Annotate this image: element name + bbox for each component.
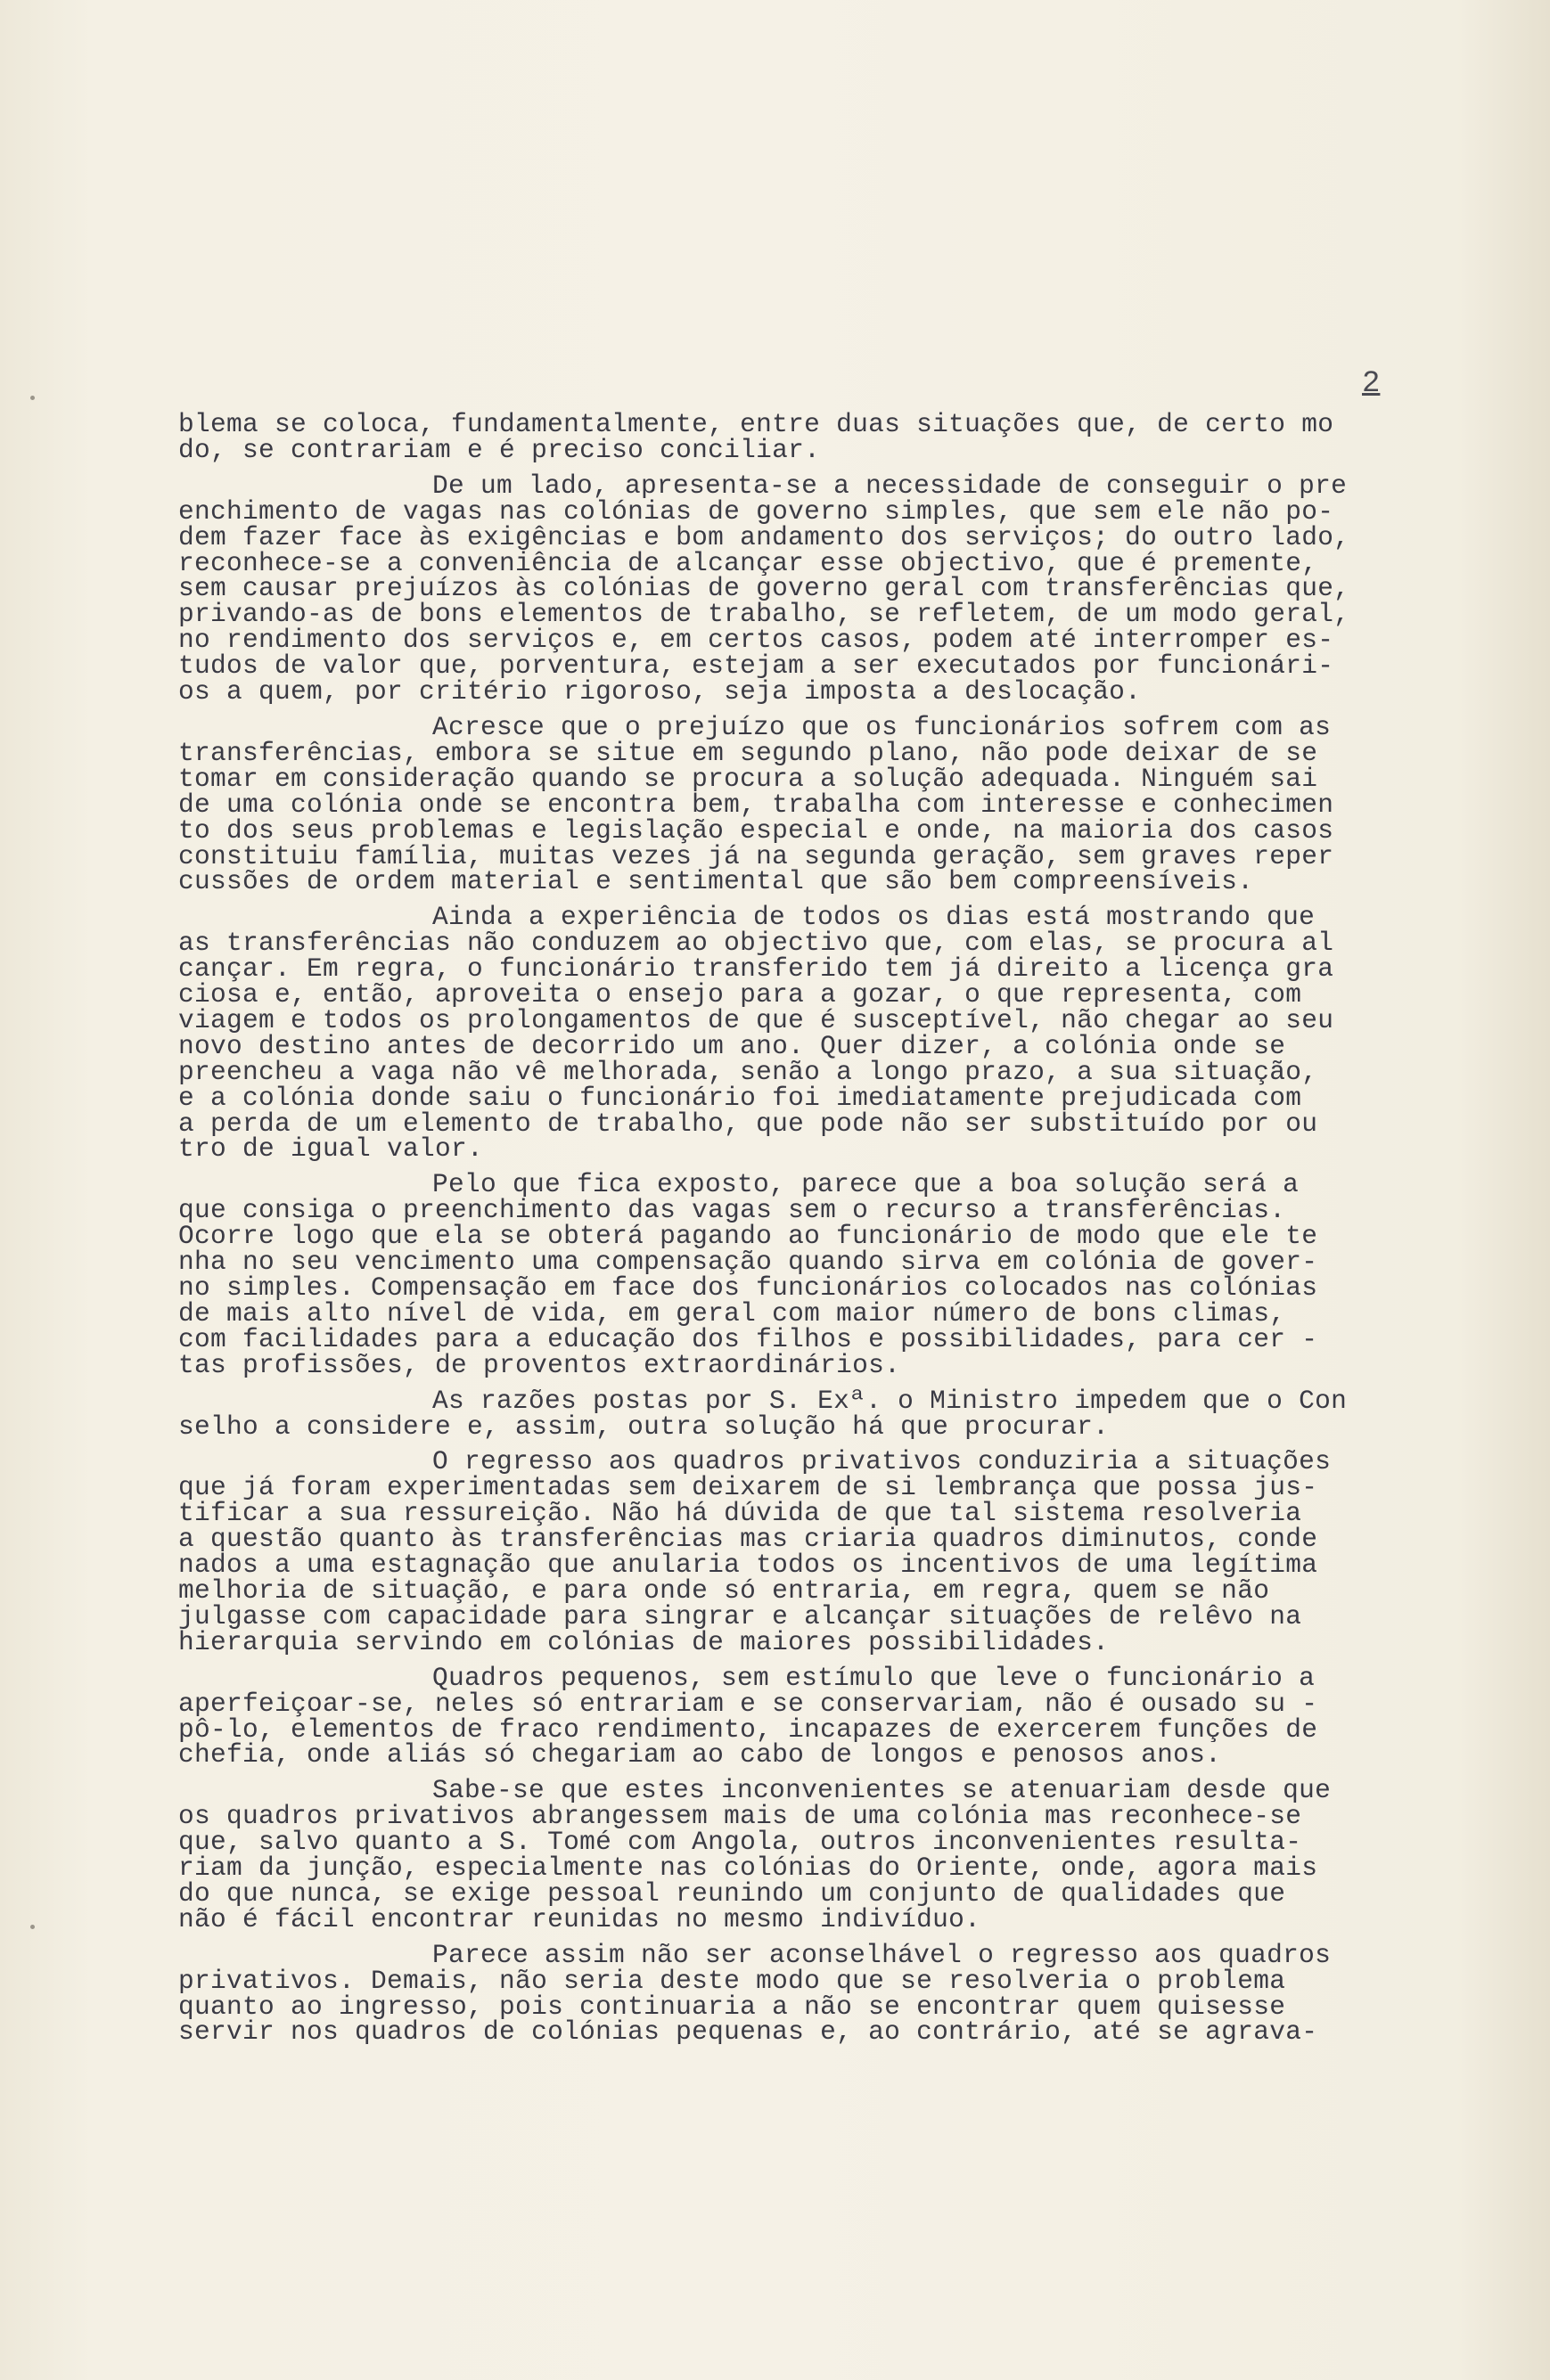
text-line: viagem e todos os prolongamentos de que é susceptível, não chegar ao seu xyxy=(178,1007,1334,1034)
text-line: com facilidades para a educação dos filhos e possibilidades, para cer - xyxy=(178,1326,1318,1353)
text-line: constituiu família, muitas vezes já na segunda geração, sem graves reper xyxy=(178,843,1334,870)
text-line: julgasse com capacidade para singrar e alcançar situações de relêvo na xyxy=(178,1603,1302,1630)
text-line: tudos de valor que, porventura, estejam a ser executados por funcionári- xyxy=(178,653,1334,680)
text-line: sem causar prejuízos às colónias de governo geral com transferências que, xyxy=(178,576,1350,602)
paragraph xyxy=(178,412,1453,463)
text-line: As razões postas por S. Exª. o Ministro impedem que o Con xyxy=(432,1387,1348,1414)
text-line: hierarquia servindo em colónias de maiores possibilidades. xyxy=(178,1629,1110,1656)
text-line: preencheu a vaga não vê melhorada, senão a longo prazo, a sua situação, xyxy=(178,1059,1318,1085)
text-line: riam da junção, especialmente nas colónias do Oriente, onde, agora mais xyxy=(178,1855,1318,1881)
punch-mark xyxy=(30,1925,35,1929)
text-line: tro de igual valor. xyxy=(178,1136,484,1163)
text-line: melhoria de situação, e para onde só entraria, em regra, quem se não xyxy=(178,1577,1270,1604)
paragraph xyxy=(178,473,1453,705)
paragraph xyxy=(178,1778,1453,1932)
text-line: não é fácil encontrar reunidas no mesmo indivíduo. xyxy=(178,1906,981,1933)
text-line: quanto ao ingresso, pois continuaria a não se encontrar quem quisesse xyxy=(178,1993,1286,2020)
text-line: pô-lo, elementos de fraco rendimento, incapazes de exercerem funções de xyxy=(178,1716,1318,1743)
punch-mark xyxy=(30,396,35,400)
text-line: Pelo que fica exposto, parece que a boa solução será a xyxy=(432,1172,1300,1198)
paragraph xyxy=(178,715,1453,895)
text-line: que consiga o preenchimento das vagas sem o recurso a transferências. xyxy=(178,1198,1286,1224)
text-line: transferências, embora se situe em segundo plano, não pode deixar de se xyxy=(178,740,1318,766)
text-line: Parece assim não ser aconselhável o regresso aos quadros xyxy=(432,1942,1332,1968)
text-line: que, salvo quanto a S. Tomé com Angola, outros inconvenientes resulta- xyxy=(178,1829,1302,1856)
paragraph xyxy=(178,1388,1453,1440)
text-line: cussões de ordem material e sentimental que são bem compreensíveis. xyxy=(178,869,1254,896)
text-line: tomar em consideração quando se procura a solução adequada. Ninguém sai xyxy=(178,765,1318,792)
text-line: ciosa e, então, aproveita o ensejo para a gozar, o que representa, com xyxy=(178,982,1302,1008)
text-line: chefia, onde aliás só chegariam ao cabo de longos e penosos anos. xyxy=(178,1742,1222,1769)
text-line: blema se coloca, fundamentalmente, entre duas situações que, de certo mo xyxy=(178,412,1334,438)
text-line: do, se contrariam e é preciso conciliar. xyxy=(178,437,821,463)
text-line: privando-as de bons elementos de trabalho, se refletem, de um modo geral, xyxy=(178,601,1350,628)
text-line: tas profissões, de proventos extraordinários. xyxy=(178,1352,901,1378)
text-line: no rendimento dos serviços e, em certos casos, podem até interromper es- xyxy=(178,627,1334,654)
text-line: de uma colónia onde se encontra bem, trabalha com interesse e conhecimen xyxy=(178,791,1334,818)
paragraph xyxy=(178,1665,1453,1769)
text-line: privativos. Demais, não seria deste modo que se resolveria o problema xyxy=(178,1967,1286,1994)
text-line: as transferências não conduzem ao objectivo que, com elas, se procura al xyxy=(178,930,1334,957)
text-line: dem fazer face às exigências e bom andamento dos serviços; do outro lado, xyxy=(178,524,1350,551)
text-line: tificar a sua ressureição. Não há dúvida de que tal sistema resolveria xyxy=(178,1501,1302,1527)
text-line: a questão quanto às transferências mas criaria quadros diminutos, conde xyxy=(178,1526,1318,1553)
text-line: no simples. Compensação em face dos funcionários colocados nas colónias xyxy=(178,1275,1318,1301)
page-number: 2 xyxy=(1362,367,1381,401)
text-line: Sabe-se que estes inconvenientes se atenuariam desde que xyxy=(432,1778,1332,1804)
text-line: nados a uma estagnação que anularia todos os incentivos de uma legítima xyxy=(178,1552,1318,1578)
text-line: de mais alto nível de vida, em geral com maior número de bons climas, xyxy=(178,1300,1286,1327)
paragraph xyxy=(178,1449,1453,1655)
text-line: novo destino antes de decorrido um ano. Quer dizer, a colónia onde se xyxy=(178,1033,1286,1059)
document-body xyxy=(178,412,1453,2055)
paragraph xyxy=(178,1942,1453,2046)
text-line: servir nos quadros de colónias pequenas e, ao contrário, até se agrava- xyxy=(178,2019,1318,2046)
text-line: to dos seus problemas e legislação especial e onde, na maioria dos casos xyxy=(178,817,1334,844)
text-line: aperfeiçoar-se, neles só entrariam e se conservariam, não é ousado su - xyxy=(178,1690,1318,1717)
text-line: selho a considere e, assim, outra solução há que procurar. xyxy=(178,1413,1110,1440)
text-line: que já foram experimentadas sem deixarem de si lembrança que possa jus- xyxy=(178,1475,1318,1501)
text-line: enchimento de vagas nas colónias de governo simples, que sem ele não po- xyxy=(178,498,1334,525)
text-line: Ocorre logo que ela se obterá pagando ao funcionário de modo que ele te xyxy=(178,1223,1318,1250)
text-line: nha no seu vencimento uma compensação quando sirva em colónia de gover- xyxy=(178,1249,1318,1275)
text-line: os a quem, por critério rigoroso, seja imposta a deslocação. xyxy=(178,679,1142,705)
text-line: Ainda a experiência de todos os dias está mostrando que xyxy=(432,904,1316,931)
paragraph xyxy=(178,1172,1453,1378)
text-line: cançar. Em regra, o funcionário transferido tem já direito a licença gra xyxy=(178,956,1334,983)
text-line: Quadros pequenos, sem estímulo que leve o funcionário a xyxy=(432,1664,1316,1691)
text-line: reconhece-se a conveniência de alcançar esse objectivo, que é premente, xyxy=(178,550,1318,577)
text-line: e a colónia donde saiu o funcionário foi imediatamente prejudicada com xyxy=(178,1084,1302,1111)
text-line: O regresso aos quadros privativos conduziria a situações xyxy=(432,1449,1332,1476)
text-line: do que nunca, se exige pessoal reunindo um conjunto de qualidades que xyxy=(178,1880,1286,1907)
text-line: os quadros privativos abrangessem mais de uma colónia mas reconhece-se xyxy=(178,1803,1302,1830)
text-line: De um lado, apresenta-se a necessidade de conseguir o pre xyxy=(432,472,1348,499)
paragraph xyxy=(178,904,1453,1162)
text-line: Acresce que o prejuízo que os funcionários sofrem com as xyxy=(432,714,1332,740)
text-line: a perda de um elemento de trabalho, que pode não ser substituído por ou xyxy=(178,1110,1318,1137)
